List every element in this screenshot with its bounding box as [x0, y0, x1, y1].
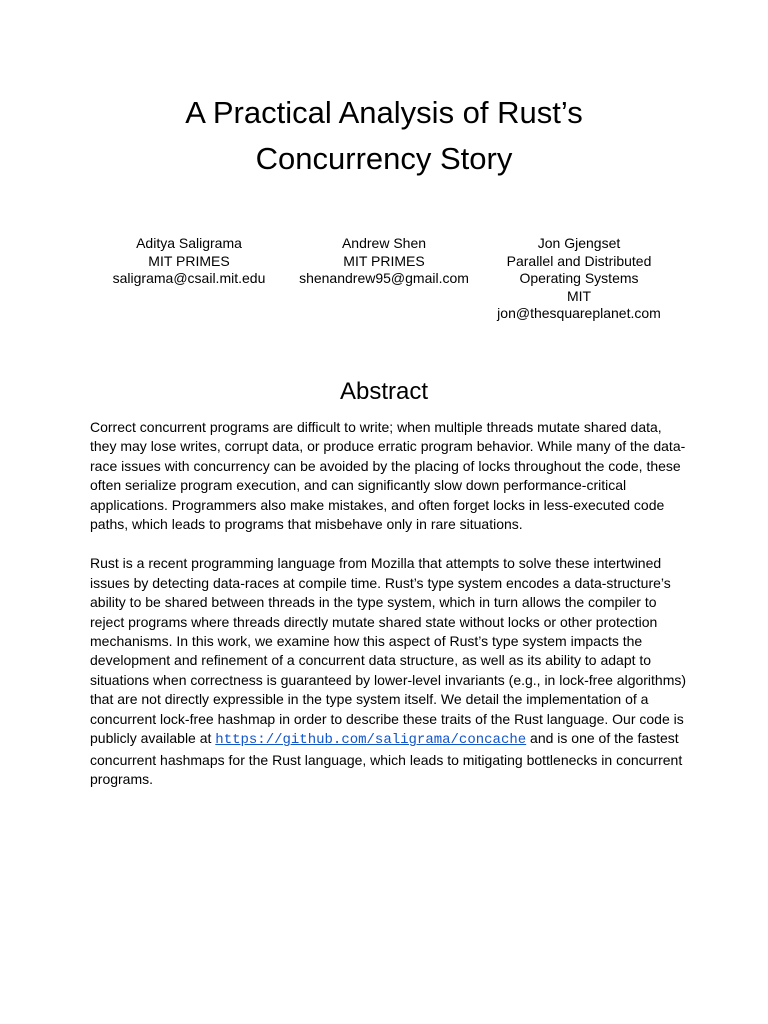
author-email: saligrama@csail.mit.edu — [112, 270, 266, 287]
author-gjengset — [469, 235, 689, 323]
abstract-paragraph-1: Correct concurrent programs are difficult to write; when multiple threads mutate shared data, they may lose writes, corrupt data, or produce erratic program behavior. While many of the data-race issues with concurrency can be avoided by the placing of locks throughout the code, these often serialize program execution, and can significantly slow down performance-critical applications. Programmers also make mistakes, and often forget locks in less-executed code paths, which leads to programs that misbehave only in rare situations. — [90, 419, 686, 533]
repository-link[interactable]: https://github.com/saligrama/concache — [215, 732, 527, 749]
author-shen — [274, 235, 494, 288]
author-name: Jon Gjengset — [537, 235, 621, 251]
abstract-paragraph-2-text: Rust is a recent programming language from Mozilla that attempts to solve these intertwined issues by detecting data-races at compile time. Rust’s type system encodes a data-structure’s ability to be shared between threads in the type system, which in turn allows the compiler to reject programs where threads directly mutate shared state without locks or other protection mechanisms. In this work, we examine how this aspect of Rust’s type system impacts the development and refinement of a concurrent data structure, as well as its ability to adapt to situations when correctness is guaranteed by lower-level invariants (e.g., in lock-free algorithms) that are not directly expressible in the type system itself. We detail the implementation of a concurrent lock-free hashmap in order to describe these traits of the Rust language. Our code is publicly available at — [90, 555, 687, 747]
paper-title-line-1: A Practical Analysis of Rust’s — [185, 95, 583, 130]
author-block — [0, 235, 768, 335]
author-affiliation: Parallel and Distributed — [506, 252, 652, 269]
author-saligrama — [79, 235, 299, 288]
author-affiliation: MIT — [566, 287, 592, 304]
author-name: Aditya Saligrama — [136, 235, 242, 251]
author-affiliation: Operating Systems — [519, 270, 639, 287]
author-affiliation: MIT PRIMES — [148, 252, 230, 269]
paper-title — [0, 90, 768, 182]
paper-title-line-2: Concurrency Story — [255, 141, 513, 176]
author-name: Andrew Shen — [341, 235, 427, 251]
abstract-paragraph-2-text-end: and is one of the fastest concurrent hashmaps for the Rust language, which leads to mitigating bottlenecks in concurrent programs. — [90, 730, 683, 788]
abstract-body — [90, 418, 688, 790]
abstract-paragraph-2 — [90, 554, 688, 789]
author-affiliation: MIT PRIMES — [343, 252, 425, 269]
abstract-heading: Abstract — [339, 378, 429, 405]
author-email: shenandrew95@gmail.com — [299, 270, 469, 287]
author-email: jon@thesquareplanet.com — [497, 305, 661, 322]
